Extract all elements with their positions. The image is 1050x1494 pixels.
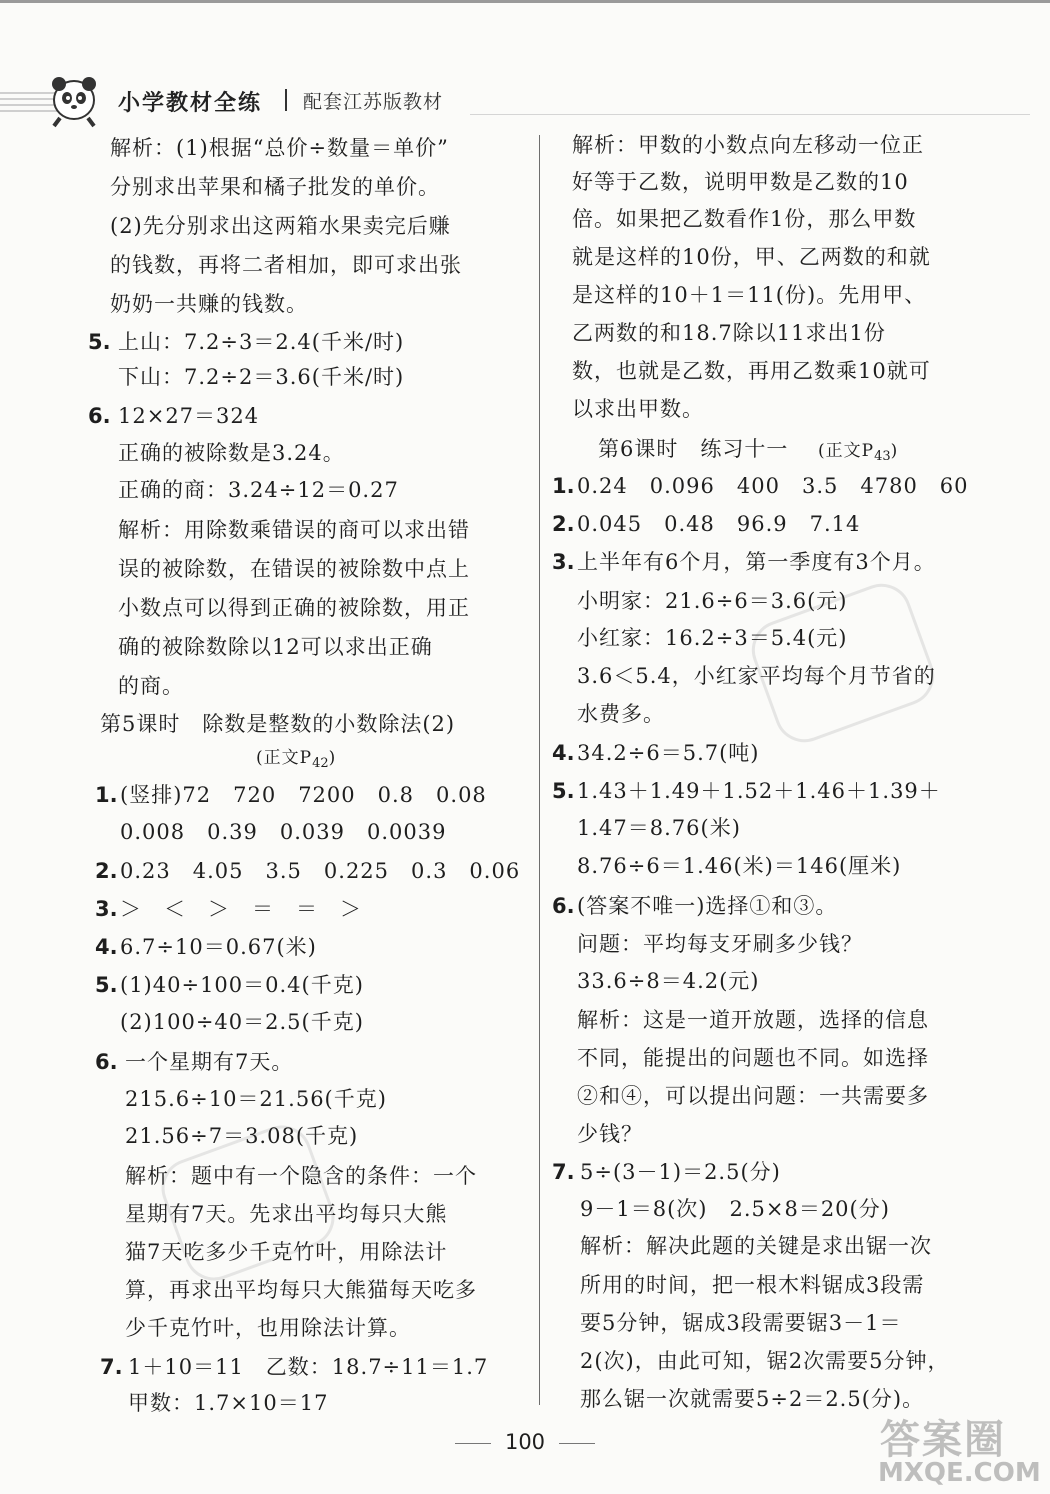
book-title: 小学教材全练	[118, 91, 263, 116]
answer-line: ＞ ＜ ＞ ＝ ＝ ＞	[120, 897, 362, 921]
question-number: 1.	[95, 783, 118, 807]
text-line: 少钱？	[577, 1122, 643, 1146]
question-number: 2.	[95, 859, 118, 883]
question-number: 3.	[552, 550, 575, 574]
answer-line: 215.6÷10＝21.56(千克)	[125, 1087, 387, 1111]
question-number: 6.	[88, 404, 111, 428]
question-number: 7.	[100, 1355, 123, 1379]
text-line: 分别求出苹果和橘子批发的单价。	[110, 175, 440, 199]
question-number: 6.	[95, 1050, 118, 1074]
answer-line: 0.24 0.096 400 3.5 4780 60	[577, 474, 969, 498]
text-line: 解析：这是一道开放题，选择的信息	[577, 1008, 929, 1032]
text-line: 解析：解决此题的关键是求出锯一次	[580, 1234, 932, 1258]
answer-line: 6.7÷10＝0.67(米)	[120, 935, 317, 959]
text-line: ②和④，可以提出问题：一共需要多	[577, 1084, 929, 1108]
answer-line: 问题：平均每支牙刷多少钱？	[577, 932, 863, 956]
section-reference: (正文$P_{43}$)	[818, 441, 899, 464]
text-line: 倍。如果把乙数看作1份，那么甲数	[572, 207, 917, 231]
answer-line: 正确的被除数是3.24。	[118, 441, 345, 465]
watermark-logo: 答案圈 MXQE.COM	[878, 1417, 1041, 1488]
text-line: 那么锯一次就需要5÷2＝2.5(分)。	[580, 1387, 925, 1411]
question-number: 5.	[88, 330, 111, 354]
text-line: 小数点可以得到正确的被除数，用正	[118, 596, 470, 620]
answer-line: 1＋10＝11 乙数：18.7÷11＝1.7	[128, 1355, 489, 1379]
answer-line: 下山：7.2÷2＝3.6(千米/时)	[118, 365, 405, 389]
answer-line: 小红家：16.2÷3＝5.4(元)	[577, 626, 848, 650]
answer-line: 上山：7.2÷3＝2.4(千米/时)	[118, 330, 405, 354]
text-line: 就是这样的10份，甲、乙两数的和就	[572, 245, 931, 269]
text-line: 少千克竹叶，也用除法计算。	[125, 1316, 411, 1340]
text-line: (2)先分别求出这两箱水果卖完后赚	[110, 214, 451, 238]
answer-line: (竖排)72 720 7200 0.8 0.08	[120, 783, 487, 807]
text-line: 2(次)，由此可知，锯2次需要5分钟，	[580, 1349, 950, 1373]
text-line: 是这样的10＋1＝11(份)。先用甲、	[572, 283, 927, 307]
text-line: 的钱数，再将二者相加，即可求出张	[110, 253, 462, 277]
answer-line: 上半年有6个月，第一季度有3个月。	[577, 550, 936, 574]
text-line: 乙两数的和18.7除以11求出1份	[572, 321, 886, 345]
text-line: 解析：(1)根据“总价÷数量＝单价”	[110, 136, 449, 160]
page-number: 100	[0, 1430, 1050, 1454]
answer-line: 21.56÷7＝3.08(千克)	[125, 1124, 359, 1148]
text-line: 猫7天吃多少千克竹叶，用除法计	[125, 1240, 448, 1264]
text-line: 3.6＜5.4，小红家平均每个月节省的	[577, 664, 936, 688]
answer-line: 甲数：1.7×10＝17	[128, 1391, 329, 1415]
answer-line: 小明家：21.6÷6＝3.6(元)	[577, 589, 848, 613]
answer-line: 12×27＝324	[118, 404, 260, 428]
question-number: 3.	[95, 897, 118, 921]
book-subtitle: 配套江苏版教材	[303, 91, 444, 113]
text-line: 水费多。	[577, 702, 665, 726]
header-rule	[470, 114, 1030, 115]
question-number: 1.	[552, 474, 575, 498]
answer-line: 1.43＋1.49＋1.52＋1.46＋1.39＋	[577, 779, 941, 803]
question-number: 4.	[552, 741, 575, 765]
question-number: 7.	[552, 1160, 575, 1184]
text-line: 确的被除数除以12可以求出正确	[118, 635, 433, 659]
answer-line: 9－1＝8(次) 2.5×8＝20(分)	[580, 1197, 890, 1221]
answer-line: 0.008 0.39 0.039 0.0039	[120, 820, 447, 844]
answer-line: 1.47＝8.76(米)	[577, 816, 741, 840]
answer-line: 0.23 4.05 3.5 0.225 0.3 0.06	[120, 859, 521, 883]
answer-line: 正确的商：3.24÷12＝0.27	[118, 478, 399, 502]
text-line: 好等于乙数，说明甲数是乙数的10	[572, 170, 909, 194]
text-line: 解析：题中有一个隐含的条件：一个	[125, 1164, 477, 1188]
answer-line: 0.045 0.48 96.9 7.14	[577, 512, 861, 536]
text-line: 算，再求出平均每只大熊猫每天吃多	[125, 1278, 477, 1302]
text-line: 解析：甲数的小数点向左移动一位正	[572, 133, 924, 157]
text-line: 数，也就是乙数，再用乙数乘10就可	[572, 359, 931, 383]
text-line: 奶奶一共赚的钱数。	[110, 292, 308, 316]
answer-line: (1)40÷100＝0.4(千克)	[120, 973, 364, 997]
answer-line: 5÷(3－1)＝2.5(分)	[580, 1160, 781, 1184]
answer-line: 33.6÷8＝4.2(元)	[577, 969, 760, 993]
text-line: 不同，能提出的问题也不同。如选择	[577, 1046, 929, 1070]
text-line: 星期有7天。先求出平均每只大熊	[125, 1202, 448, 1226]
question-number: 5.	[552, 779, 575, 803]
answer-line: 34.2÷6＝5.7(吨)	[577, 741, 760, 765]
answer-line: 8.76÷6＝1.46(米)＝146(厘米)	[577, 854, 902, 878]
answer-line: 一个星期有7天。	[125, 1050, 294, 1074]
question-number: 5.	[95, 973, 118, 997]
section-title: 第6课时 练习十一	[598, 437, 789, 461]
section-title: 第5课时 除数是整数的小数除法(2)	[100, 712, 456, 736]
question-number: 6.	[552, 894, 575, 918]
question-number: 4.	[95, 935, 118, 959]
text-line: 解析：用除数乘错误的商可以求出错	[118, 518, 470, 542]
text-line: 所用的时间，把一根木料锯成3段需	[580, 1273, 925, 1297]
text-line: 的商。	[118, 674, 184, 698]
text-line: 误的被除数，在错误的被除数中点上	[118, 557, 470, 581]
text-line: 以求出甲数。	[572, 397, 704, 421]
question-number: 2.	[552, 512, 575, 536]
section-reference: (正文$P_{42}$)	[256, 748, 337, 771]
text-line: 要5分钟，锯成3段需要锯3－1＝	[580, 1311, 902, 1335]
column-divider	[539, 135, 540, 1405]
answer-line: (2)100÷40＝2.5(千克)	[120, 1010, 364, 1034]
answer-line: (答案不唯一)选择①和③。	[577, 894, 838, 918]
